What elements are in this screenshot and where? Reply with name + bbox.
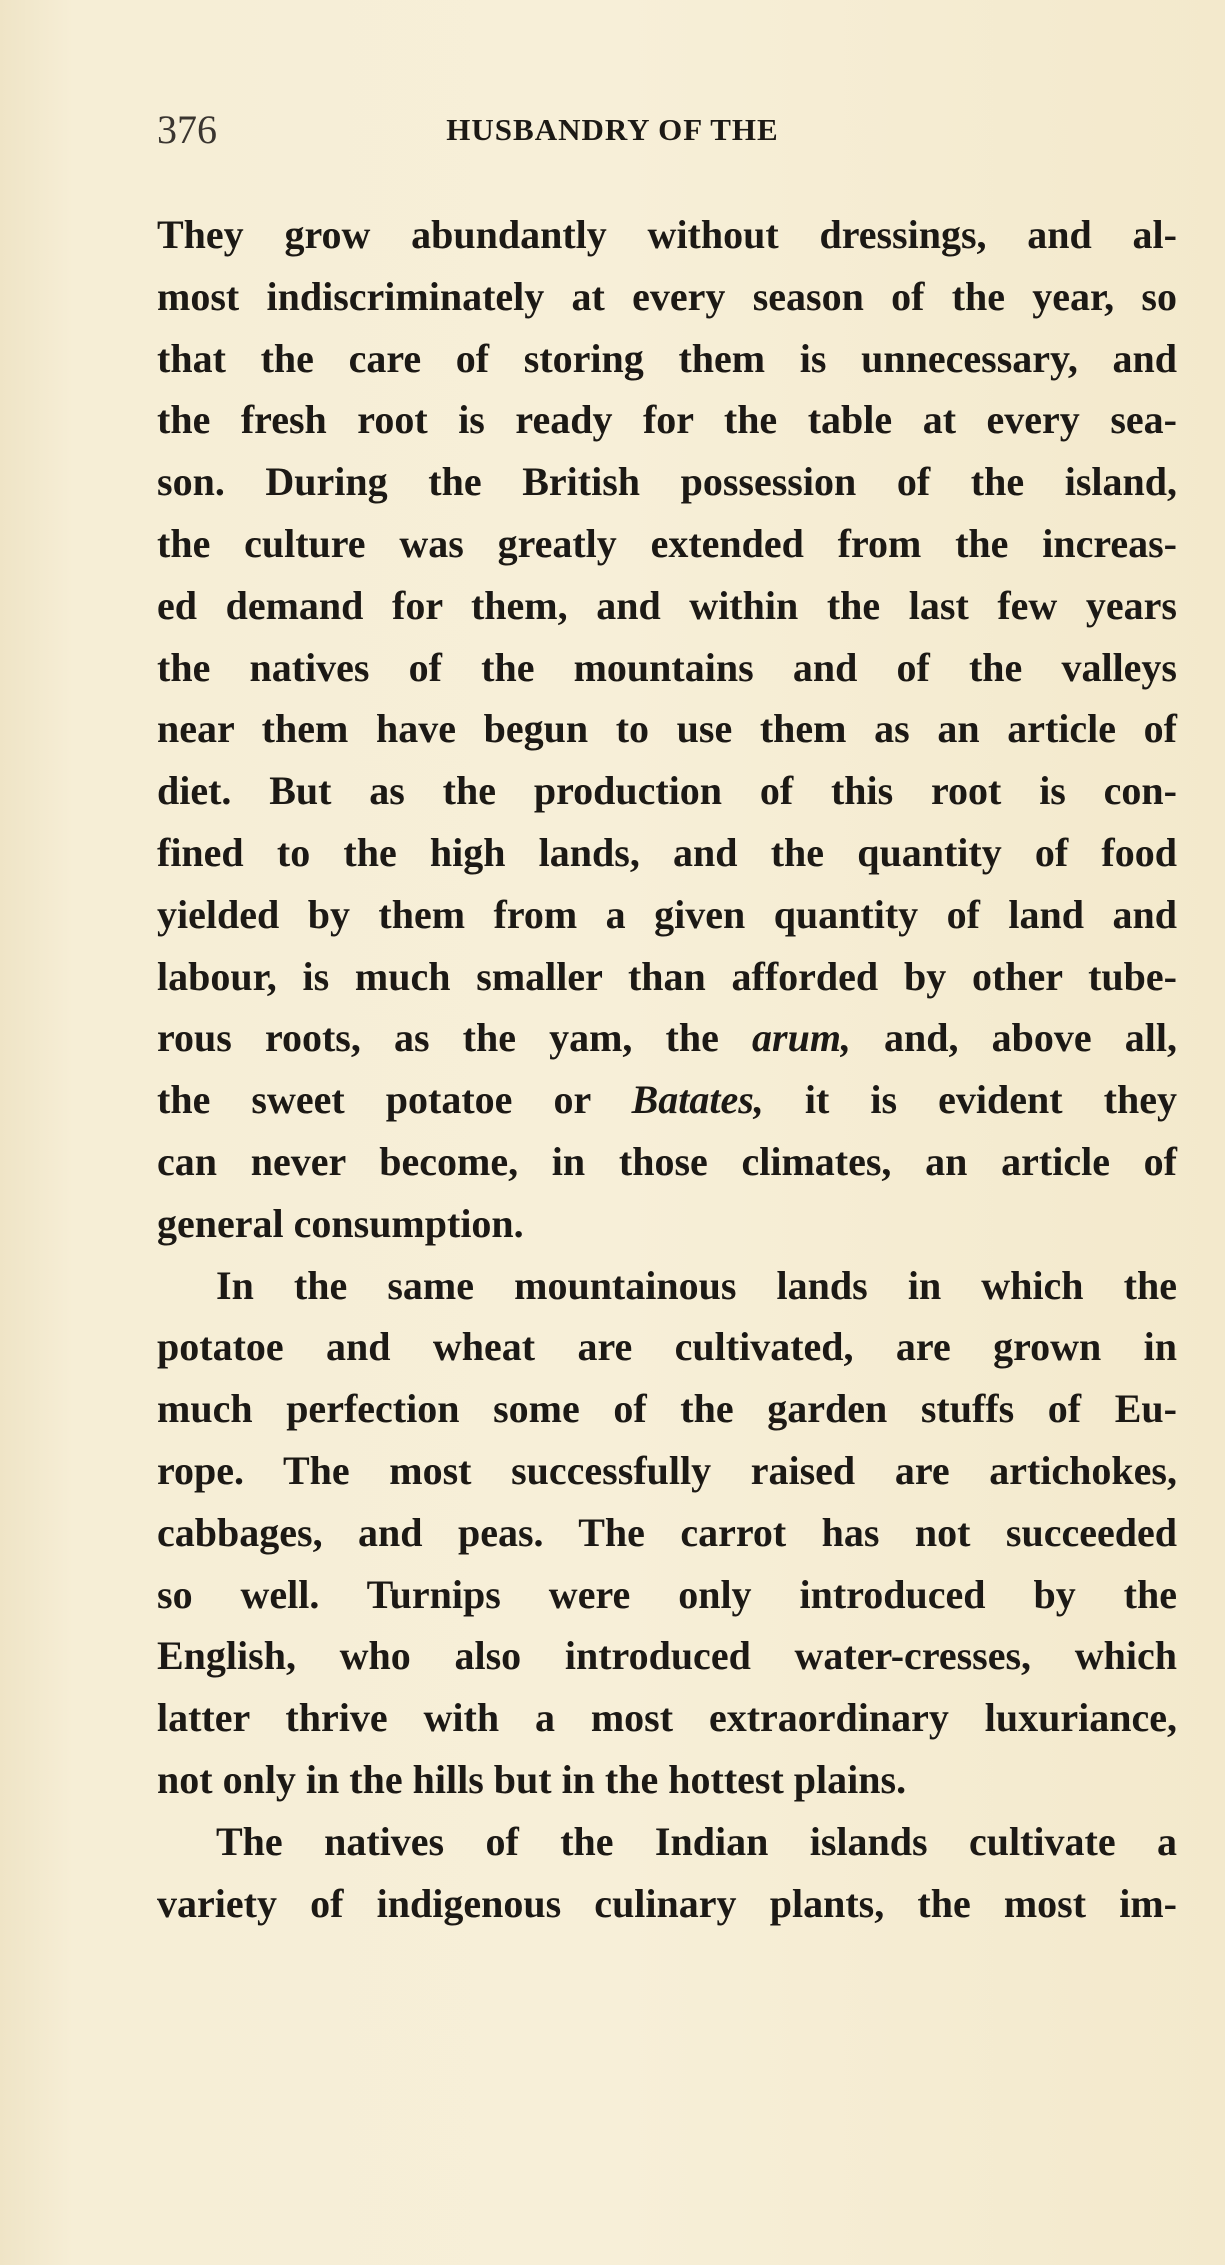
body-text	[157, 204, 1177, 1934]
text-line: diet. But as the production of this root is con-	[157, 768, 1177, 814]
text-line: latter thrive with a most extraordinary luxuriance,	[157, 1695, 1177, 1741]
text-line	[157, 1007, 1177, 1069]
text-line: They grow abundantly without dressings, and al-	[157, 212, 1177, 257]
text-line: rope. The most successfully raised are artichokes,	[157, 1447, 1177, 1493]
text-segment: it is evident they	[763, 1077, 1177, 1123]
text-line: the culture was greatly extended from the increas-	[157, 520, 1177, 566]
text-segment: the sweet potatoe or	[157, 1077, 632, 1123]
running-title: HUSBANDRY OF THE	[446, 112, 779, 147]
text-segment: rous roots, as the yam, the	[157, 1015, 752, 1061]
text-segment: and, above all,	[850, 1015, 1178, 1061]
running-head	[0, 100, 1225, 160]
text-line: so well. Turnips were only introduced by the	[157, 1571, 1177, 1617]
text-line: fined to the high lands, and the quantity of food	[157, 829, 1177, 875]
text-line: variety of indigenous culinary plants, the most im-	[157, 1880, 1177, 1926]
text-line: In the same mountainous lands in which the	[216, 1262, 1177, 1308]
text-line: the fresh root is ready for the table at every sea-	[157, 397, 1177, 443]
text-line: labour, is much smaller than afforded by other tube-	[157, 953, 1177, 999]
text-line: most indiscriminately at every season of the year, so	[157, 273, 1177, 319]
text-line: son. During the British possession of the island,	[157, 459, 1177, 505]
italic-term: Batates,	[631, 1077, 764, 1123]
text-line: English, who also introduced water-cresses, which	[157, 1633, 1177, 1679]
text-line: not only in the hills but in the hottest plains.	[157, 1756, 907, 1802]
italic-term: arum,	[752, 1015, 851, 1061]
text-line: The natives of the Indian islands cultivate a	[216, 1818, 1177, 1864]
text-line: the natives of the mountains and of the valleys	[157, 644, 1177, 690]
text-line: near them have begun to use them as an article of	[157, 706, 1177, 752]
text-line: can never become, in those climates, an article of	[157, 1138, 1177, 1184]
text-line: potatoe and wheat are cultivated, are grown in	[157, 1324, 1177, 1370]
text-line: general consumption.	[157, 1200, 524, 1246]
text-line: that the care of storing them is unnecessary, and	[157, 335, 1177, 381]
text-line: cabbages, and peas. The carrot has not succeeded	[157, 1509, 1177, 1555]
text-line: ed demand for them, and within the last few years	[157, 582, 1177, 628]
text-line	[157, 1069, 1177, 1131]
text-line: much perfection some of the garden stuffs of Eu-	[157, 1386, 1177, 1432]
text-line: yielded by them from a given quantity of land and	[157, 891, 1177, 937]
page-number: 376	[157, 107, 217, 152]
